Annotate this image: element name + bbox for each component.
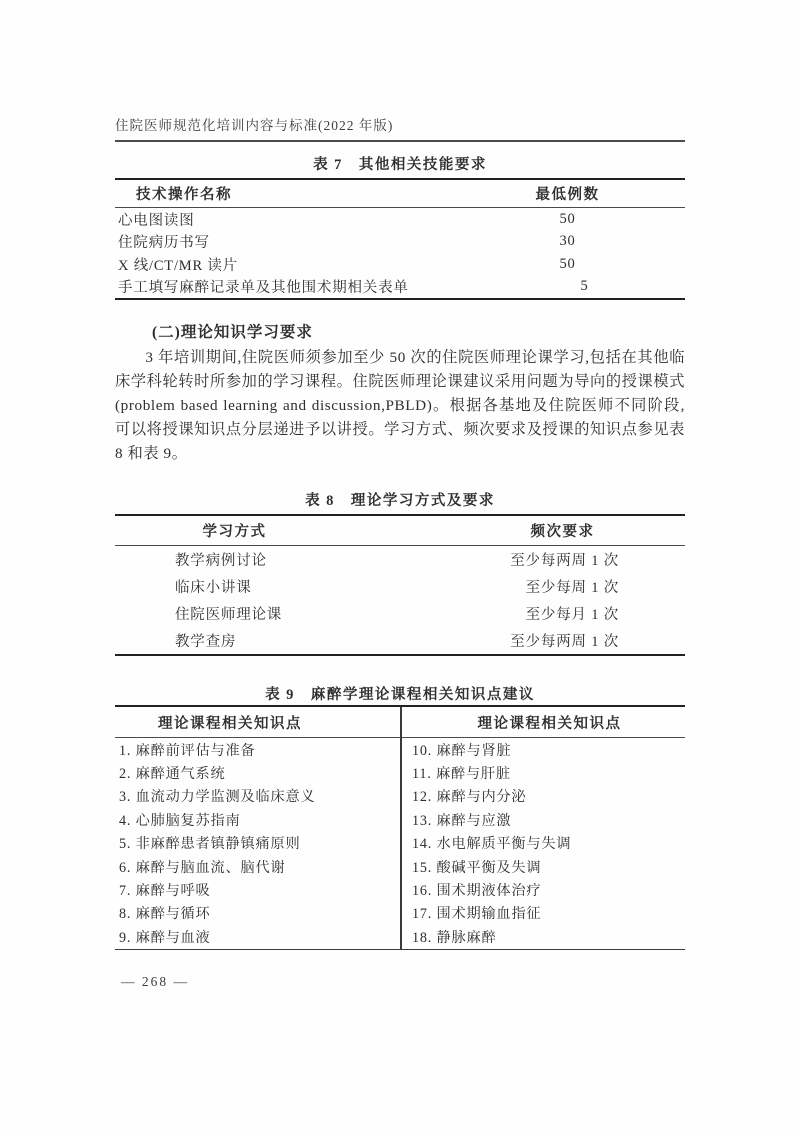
learning-method: 教学病例讨论 xyxy=(175,553,267,569)
learning-method: 教学查房 xyxy=(175,634,237,650)
knowledge-point: 12. 麻醉与内分泌 xyxy=(412,789,527,806)
min-case-count: 30 xyxy=(559,233,576,250)
knowledge-point: 6. 麻醉与脑血流、脑代谢 xyxy=(119,859,286,876)
frequency-requirement: 至少每两周 1 次 xyxy=(510,553,619,569)
min-case-count: 50 xyxy=(559,210,576,227)
table-row xyxy=(115,546,685,573)
knowledge-point: 13. 麻醉与应激 xyxy=(412,812,512,829)
procedure-name: 心电图读图 xyxy=(118,212,195,229)
min-case-count: 5 xyxy=(580,278,589,295)
table7-col-name: 技术操作名称 xyxy=(136,187,232,203)
procedure-name: X 线/CT/MR 读片 xyxy=(118,257,238,274)
table-row xyxy=(115,253,685,276)
table-row xyxy=(115,208,685,231)
table-row xyxy=(115,573,685,600)
knowledge-point: 16. 围术期液体治疗 xyxy=(412,883,542,900)
knowledge-point: 14. 水电解质平衡与失调 xyxy=(412,836,572,853)
running-head: 住院医师规范化培训内容与标准(2022 年版) xyxy=(115,114,685,142)
knowledge-point: 7. 麻醉与呼吸 xyxy=(119,883,211,900)
learning-method: 住院医师理论课 xyxy=(175,607,283,623)
table9-col-right: 理论课程相关知识点 xyxy=(477,715,622,732)
min-case-count: 50 xyxy=(559,255,576,272)
table-row xyxy=(115,231,685,254)
procedure-name: 手工填写麻醉记录单及其他围术期相关表单 xyxy=(118,280,409,297)
table8-col-freq: 频次要求 xyxy=(530,524,595,540)
knowledge-point: 15. 酸碱平衡及失调 xyxy=(412,859,542,876)
knowledge-point: 4. 心肺脑复苏指南 xyxy=(119,812,241,829)
knowledge-point: 18. 静脉麻醉 xyxy=(412,929,497,946)
procedure-name: 住院病历书写 xyxy=(118,235,210,252)
frequency-requirement: 至少每两周 1 次 xyxy=(510,634,619,650)
table-row xyxy=(115,276,685,299)
table8 xyxy=(115,514,685,656)
table7-header-row xyxy=(115,180,685,208)
frequency-requirement: 至少每周 1 次 xyxy=(525,580,619,596)
body-paragraph: 3 年培训期间,住院医师须参加至少 50 次的住院医师理论课学习,包括在其他临床学科轮转时所参加的学习课程。住院医师理论课建议采用问题为导向的授课模式(problem based learning and discussion,PBLD)。根据各基地及住院医师不同阶段,可以将授课知识点分层递进予以讲授。学习方式、频次要求及授课的知识点参见表 8 和表 9。 xyxy=(115,349,685,462)
table7 xyxy=(115,178,685,300)
knowledge-point: 5. 非麻醉患者镇静镇痛原则 xyxy=(119,836,301,853)
learning-method: 临床小讲课 xyxy=(175,580,252,596)
table8-header-row xyxy=(115,516,685,546)
table7-col-count: 最低例数 xyxy=(535,187,600,203)
section-heading: (二)理论知识学习要求 xyxy=(152,324,313,341)
knowledge-point: 17. 围术期输血指征 xyxy=(412,906,542,923)
table-row xyxy=(115,627,685,654)
table8-col-method: 学习方式 xyxy=(202,524,267,540)
knowledge-point: 1. 麻醉前评估与准备 xyxy=(119,742,256,759)
page-number: — 268 — xyxy=(121,974,189,989)
knowledge-point: 11. 麻醉与肝脏 xyxy=(412,766,511,783)
knowledge-point: 3. 血流动力学监测及临床意义 xyxy=(119,789,316,806)
knowledge-point: 9. 麻醉与血液 xyxy=(119,929,211,946)
table9-caption: 表 9 麻醉学理论课程相关知识点建议 xyxy=(265,687,535,703)
knowledge-point: 10. 麻醉与肾脏 xyxy=(412,742,512,759)
frequency-requirement: 至少每月 1 次 xyxy=(525,607,619,623)
table9-col-left: 理论课程相关知识点 xyxy=(158,715,302,732)
table-row xyxy=(115,600,685,627)
knowledge-point: 8. 麻醉与循环 xyxy=(119,906,211,923)
knowledge-point: 2. 麻醉通气系统 xyxy=(119,766,226,783)
table9 xyxy=(115,705,685,950)
table7-caption: 表 7 其他相关技能要求 xyxy=(313,157,487,173)
table9-center-divider xyxy=(400,707,402,949)
table8-caption: 表 8 理论学习方式及要求 xyxy=(305,493,495,509)
